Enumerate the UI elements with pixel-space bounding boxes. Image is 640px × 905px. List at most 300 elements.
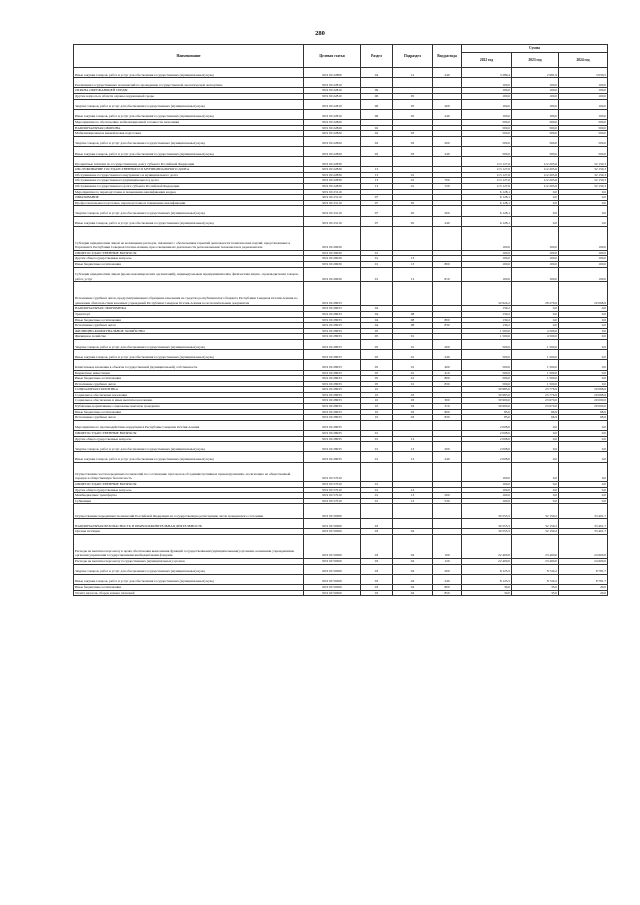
cell-expense-type: 240 xyxy=(433,452,462,462)
header-year-2022: 2022 год xyxy=(462,53,512,68)
cell-2023: 112 205,6 xyxy=(512,167,559,173)
cell-expense-type xyxy=(433,462,462,481)
cell-2024: 100,0 xyxy=(559,93,608,99)
cell-2022: 2 008,0 xyxy=(462,436,512,442)
cell-article: 99 9 00 28033 xyxy=(304,311,361,317)
cell-subsection: 01 xyxy=(393,184,433,190)
cell-2022: 500,0 xyxy=(462,370,512,376)
cell-2024: 33 401,7 xyxy=(559,504,608,519)
cell-name: Закупка товаров, работ и услуг для обеспечения государственных (муниципальных) нужд xyxy=(74,136,304,146)
cell-section: 05 xyxy=(361,381,393,387)
cell-2024: 100,0 xyxy=(559,99,608,109)
cell-2023: 100,0 xyxy=(512,93,559,99)
cell-article: 99 9 00 26930 xyxy=(304,226,361,250)
cell-subsection: 04 xyxy=(393,529,433,535)
cell-expense-type: 800 xyxy=(433,262,462,268)
cell-2023: 1 500,0 xyxy=(512,339,559,349)
cell-2023: 112 205,6 xyxy=(512,178,559,184)
cell-name: Капитальные вложения в объекты государственной (муниципальной) собственности xyxy=(74,360,304,370)
cell-article: 99 9 00 57010 xyxy=(304,498,361,504)
header-expense-type: Вид расхода xyxy=(433,45,462,68)
cell-name: Иные бюджетные ассигнования xyxy=(74,376,304,382)
cell-2024: 3 059,5 xyxy=(559,68,608,78)
cell-subsection xyxy=(393,504,433,519)
cell-2022: 30,0 xyxy=(462,590,512,596)
table-row xyxy=(74,216,608,226)
cell-section: 03 xyxy=(361,534,393,558)
cell-section xyxy=(361,226,393,250)
cell-2023: 0,0 xyxy=(512,195,559,201)
cell-name: Закупка товаров, работ и услуг для обеспечения государственных (муниципальных) нужд xyxy=(74,442,304,452)
cell-subsection: 05 xyxy=(393,99,433,109)
cell-article: 99 9 00 26930 xyxy=(304,267,361,282)
cell-2024: 500,0 xyxy=(559,125,608,131)
cell-2024: 0,0 xyxy=(559,431,608,437)
cell-2022: 30,0 xyxy=(462,584,512,590)
cell-2024: 500,0 xyxy=(559,136,608,146)
cell-subsection: 13 xyxy=(393,442,433,452)
cell-section xyxy=(361,504,393,519)
cell-article: 99 9 00 28033 xyxy=(304,306,361,312)
cell-name: Органы юстиции xyxy=(74,529,304,535)
cell-2024: 0,0 xyxy=(559,189,608,195)
cell-2022: 139,2 xyxy=(462,323,512,329)
cell-section: 01 xyxy=(361,256,393,262)
cell-name: Закупка товаров, работ и услуг для обеспечения государственных (муниципальных) нужд xyxy=(74,339,304,349)
cell-article: 99 9 00 59300 xyxy=(304,504,361,519)
cell-article: 99 9 00 22820 xyxy=(304,136,361,146)
cell-2024: 24 600,0 xyxy=(559,534,608,558)
cell-name: Исполнение судебных актов, предусматривающих обращение взыскания на средства республиканского бюджета Республики Северная Осетия-Алания по денежным обязательствам казенных учреждений Республики Северная Осетия-Алания по исполнительным документам xyxy=(74,282,304,306)
cell-2023: 0,0 xyxy=(512,206,559,216)
cell-section: 02 xyxy=(361,136,393,146)
cell-2022: 500,0 xyxy=(462,350,512,360)
cell-2022: 22 400,0 xyxy=(462,534,512,558)
cell-2023: 0,0 xyxy=(512,482,559,488)
cell-2023: 100,0 xyxy=(512,109,559,119)
cell-2023: 100,0 xyxy=(512,99,559,109)
cell-name: Осуществление части переданных полномочий по составлению протоколов об административных правонарушениях, посягающих на общественный порядок и общественную безопасность xyxy=(74,462,304,481)
cell-expense-type: 100 xyxy=(433,534,462,558)
cell-name: Обслуживание государственного внутреннего и муниципального долга xyxy=(74,172,304,178)
cell-expense-type: 400 xyxy=(433,360,462,370)
cell-subsection: 13 xyxy=(393,262,433,268)
cell-2022: 139,2 xyxy=(462,306,512,312)
cell-section: 10 xyxy=(361,387,393,393)
table-row xyxy=(74,68,608,78)
cell-section: 13 xyxy=(361,184,393,190)
cell-2022: 100,0 xyxy=(462,256,512,262)
cell-2023: 0,0 xyxy=(512,462,559,481)
cell-article: 99 9 00 59300 xyxy=(304,584,361,590)
cell-article: 99 9 00 57010 xyxy=(304,487,361,493)
cell-2024: 20 000,0 xyxy=(559,398,608,404)
header-name: Наименование xyxy=(74,45,304,68)
cell-2022: 30 900,0 xyxy=(462,404,512,410)
header-section: Раздел xyxy=(361,45,393,68)
cell-2022: 6 128,1 xyxy=(462,206,512,216)
cell-2023: 0,0 xyxy=(512,452,559,462)
cell-article: 99 9 00 23110 xyxy=(304,189,361,195)
cell-section: 10 xyxy=(361,392,393,398)
cell-2023: 0,0 xyxy=(512,498,559,504)
cell-section: 01 xyxy=(361,442,393,452)
cell-2024: 0,0 xyxy=(559,462,608,481)
cell-2022: 100,0 xyxy=(462,482,512,488)
cell-2024: 0,0 xyxy=(559,334,608,340)
cell-name: Расходы на выплаты персоналу в целях обеспечения выполнения функций государственными (муниципальными) органами, казенными учреждениями, органами управления государственными внебюджетными фондами xyxy=(74,534,304,558)
cell-expense-type: 240 xyxy=(433,574,462,584)
cell-section: 03 xyxy=(361,574,393,584)
cell-2024: 32 159,3 xyxy=(559,178,608,184)
cell-article: 99 9 00 28033 xyxy=(304,387,361,393)
cell-section: 05 xyxy=(361,350,393,360)
table-row xyxy=(74,109,608,119)
cell-2022: 100,0 xyxy=(462,88,512,94)
cell-expense-type: 830 xyxy=(433,381,462,387)
cell-2024: 33 401,7 xyxy=(559,529,608,535)
cell-name: Иные закупки товаров, работ и услуг для обеспечения государственных (муниципальных) нужд xyxy=(74,350,304,360)
cell-2022: 30 985,0 xyxy=(462,387,512,393)
cell-name: Иные закупки товаров, работ и услуг для обеспечения государственных (муниципальных) нужд xyxy=(74,146,304,156)
cell-2023: 23 400,0 xyxy=(512,558,559,564)
cell-expense-type: 120 xyxy=(433,558,462,564)
cell-2022: 500,0 xyxy=(462,146,512,156)
cell-2024: 100,0 xyxy=(559,226,608,250)
cell-section: 03 xyxy=(361,529,393,535)
cell-2024: 0,0 xyxy=(559,216,608,226)
cell-section: 13 xyxy=(361,167,393,173)
cell-2023: 23 400,0 xyxy=(512,534,559,558)
table-row xyxy=(74,157,608,167)
cell-section: 02 xyxy=(361,125,393,131)
cell-2024: 0,0 xyxy=(559,306,608,312)
cell-2024: 100,0 xyxy=(559,250,608,256)
cell-2024: 100,0 xyxy=(559,267,608,282)
cell-subsection: 01 xyxy=(393,360,433,370)
cell-expense-type: 800 xyxy=(433,409,462,415)
cell-article: 99 9 00 59300 xyxy=(304,574,361,584)
cell-name: ОБЩЕГОСУДАРСТВЕННЫЕ ВОПРОСЫ xyxy=(74,482,304,488)
cell-name: ОБСЛУЖИВАНИЕ ГОСУДАРСТВЕННОГО И МУНИЦИПАЛЬНОГО ДОЛГА xyxy=(74,167,304,173)
cell-section: 03 xyxy=(361,584,393,590)
cell-section: 01 xyxy=(361,493,393,499)
cell-subsection: 03 xyxy=(393,398,433,404)
cell-2022: 500,0 xyxy=(462,360,512,370)
cell-2023: 0,0 xyxy=(512,431,559,437)
cell-expense-type xyxy=(433,504,462,519)
cell-2024: 0,0 xyxy=(559,328,608,334)
cell-section: 01 xyxy=(361,262,393,268)
cell-article: 99 9 00 59300 xyxy=(304,519,361,529)
cell-section: 10 xyxy=(361,398,393,404)
cell-2024: 0,0 xyxy=(559,493,608,499)
cell-2024: 0,0 xyxy=(559,498,608,504)
cell-2024: 500,0 xyxy=(559,131,608,137)
table-row xyxy=(74,350,608,360)
cell-section: 05 xyxy=(361,339,393,349)
cell-article: 99 9 00 22830 xyxy=(304,167,361,173)
cell-article: 99 9 00 28035 xyxy=(304,452,361,462)
cell-2022: 500,0 xyxy=(462,376,512,382)
cell-article: 99 9 00 28033 xyxy=(304,328,361,334)
cell-2022: 2 008,0 xyxy=(462,452,512,462)
cell-article: 99 9 00 59300 xyxy=(304,590,361,596)
cell-name: Субсидии юридическим лицам (кроме некоммерческих организаций), индивидуальным предпринимателям, физическим лицам - производителям товаров, работ, услуг xyxy=(74,267,304,282)
cell-subsection: 01 xyxy=(393,178,433,184)
cell-2022: 30 555,5 xyxy=(462,504,512,519)
cell-article: 99 9 00 28033 xyxy=(304,339,361,349)
cell-2024: 32 159,3 xyxy=(559,184,608,190)
cell-2022: 85,0 xyxy=(462,409,512,415)
cell-article: 99 9 00 57010 xyxy=(304,462,361,481)
cell-article: 99 9 00 23110 xyxy=(304,195,361,201)
cell-2022: 100,0 xyxy=(462,462,512,481)
cell-section: 05 xyxy=(361,376,393,382)
cell-article: 99 9 00 28033 xyxy=(304,376,361,382)
header-year-2023: 2023 год xyxy=(512,53,559,68)
cell-2023: 500,0 xyxy=(512,146,559,156)
cell-2023: 100,0 xyxy=(512,256,559,262)
cell-article: 99 9 00 28033 xyxy=(304,415,361,421)
cell-2022: 1 500,0 xyxy=(462,334,512,340)
table-row xyxy=(74,574,608,584)
cell-section: 06 xyxy=(361,109,393,119)
cell-subsection: 04 xyxy=(393,584,433,590)
cell-name: Расходы на выплаты персоналу государственных (муниципальных) органов xyxy=(74,558,304,564)
cell-2023: 0,0 xyxy=(512,493,559,499)
cell-article: 99 9 00 28033 xyxy=(304,381,361,387)
cell-2024: 0,0 xyxy=(559,420,608,430)
cell-2022: 500,0 xyxy=(462,339,512,349)
cell-section: 10 xyxy=(361,409,393,415)
cell-name: Иные закупки товаров, работ и услуг для обеспечения государственных (муниципальных) нужд xyxy=(74,68,304,78)
cell-expense-type: 720 xyxy=(433,184,462,190)
cell-name: Субсидии юридическим лицам на возмещение расходов, связанных с обеспечением гарантий деятельности политических партий, представленных в Парламенте Республики Северная Осетия-Алания, при освещении их деятельности региональными телеканалом и радиоканалом xyxy=(74,226,304,250)
cell-subsection xyxy=(393,420,433,430)
cell-name: СОЦИАЛЬНАЯ ПОЛИТИКА xyxy=(74,387,304,393)
cell-2024: 100,0 xyxy=(559,78,608,88)
cell-2024: 0,0 xyxy=(559,482,608,488)
cell-2022: 6 128,1 xyxy=(462,189,512,195)
cell-2024: 0,0 xyxy=(559,436,608,442)
cell-section xyxy=(361,420,393,430)
cell-article: 99 9 00 28033 xyxy=(304,370,361,376)
table-row xyxy=(74,282,608,306)
cell-article: 99 9 00 28033 xyxy=(304,409,361,415)
cell-2024: 68,6 xyxy=(559,415,608,421)
cell-section: 04 xyxy=(361,306,393,312)
cell-subsection: 01 xyxy=(393,339,433,349)
cell-subsection: 03 xyxy=(393,131,433,137)
cell-2022: 100,0 xyxy=(462,109,512,119)
cell-section: 07 xyxy=(361,206,393,216)
cell-section: 06 xyxy=(361,88,393,94)
cell-subsection: 05 xyxy=(393,206,433,216)
cell-subsection: 13 xyxy=(393,452,433,462)
cell-name: Жилищное хозяйство xyxy=(74,334,304,340)
cell-expense-type: 300 xyxy=(433,398,462,404)
table-row xyxy=(74,206,608,216)
table-row xyxy=(74,136,608,146)
cell-section: 13 xyxy=(361,178,393,184)
cell-subsection: 08 xyxy=(393,323,433,329)
cell-2022: 2 008,0 xyxy=(462,431,512,437)
cell-name: Закупка товаров, работ и услуг для обеспечения государственных (муниципальных) нужд xyxy=(74,564,304,574)
cell-name: НАЦИОНАЛЬНАЯ ЭКОНОМИКА xyxy=(74,306,304,312)
table-row xyxy=(74,519,608,529)
cell-2022: 30 900,0 xyxy=(462,398,512,404)
cell-article: 99 9 00 22830 xyxy=(304,157,361,167)
cell-section: 01 xyxy=(361,482,393,488)
cell-2024: 20,0 xyxy=(559,584,608,590)
cell-expense-type: 240 xyxy=(433,216,462,226)
cell-name: Обслуживание государственного долга субъекта Российской Федерации xyxy=(74,184,304,190)
cell-2023: 0,0 xyxy=(512,442,559,452)
cell-2022: 6 128,1 xyxy=(462,195,512,201)
cell-section: 04 xyxy=(361,68,393,78)
cell-2024: 0,0 xyxy=(559,381,608,387)
cell-section: 05 xyxy=(361,360,393,370)
cell-2022: 2 008,0 xyxy=(462,420,512,430)
cell-2024: 500,0 xyxy=(559,146,608,156)
cell-article: 99 9 00 28035 xyxy=(304,420,361,430)
cell-expense-type: 500 xyxy=(433,493,462,499)
cell-article: 99 9 00 22810 xyxy=(304,93,361,99)
table-row xyxy=(74,99,608,109)
table-row xyxy=(74,462,608,481)
cell-section: 01 xyxy=(361,452,393,462)
header-article: Целевая статья xyxy=(304,45,361,68)
cell-subsection: 03 xyxy=(393,136,433,146)
cell-article: 99 9 00 28033 xyxy=(304,282,361,306)
cell-subsection: 04 xyxy=(393,558,433,564)
table-row xyxy=(74,146,608,156)
cell-expense-type: 410 xyxy=(433,370,462,376)
cell-2024: 0,0 xyxy=(559,317,608,323)
cell-article: 99 9 00 23110 xyxy=(304,216,361,226)
cell-article: 99 9 00 22820 xyxy=(304,125,361,131)
cell-section: 02 xyxy=(361,146,393,156)
table-row xyxy=(74,339,608,349)
cell-2023: 0,0 xyxy=(512,317,559,323)
cell-section: 06 xyxy=(361,93,393,99)
cell-article: 99 9 00 28035 xyxy=(304,431,361,437)
cell-2022: 32 624,2 xyxy=(462,282,512,306)
cell-2024: 32 159,3 xyxy=(559,172,608,178)
cell-section: 03 xyxy=(361,519,393,529)
cell-2024: 100,0 xyxy=(559,109,608,119)
cell-2023: 23 776,9 xyxy=(512,392,559,398)
cell-article: 99 9 00 22830 xyxy=(304,184,361,190)
cell-2022: 30 985,0 xyxy=(462,392,512,398)
cell-subsection: 03 xyxy=(393,409,433,415)
cell-2022: 100,0 xyxy=(462,250,512,256)
cell-2023: 1 500,0 xyxy=(512,381,559,387)
table-row xyxy=(74,360,608,370)
cell-2024: 24 600,0 xyxy=(559,558,608,564)
cell-name: ОБРАЗОВАНИЕ xyxy=(74,195,304,201)
cell-name: Мобилизационная и вневойсковая подготовка xyxy=(74,131,304,137)
cell-name: Иные бюджетные ассигнования xyxy=(74,262,304,268)
cell-subsection: 04 xyxy=(393,564,433,574)
cell-expense-type: 240 xyxy=(433,68,462,78)
cell-expense-type: 830 xyxy=(433,323,462,329)
cell-name: Бюджетные инвестиции xyxy=(74,370,304,376)
cell-subsection: 03 xyxy=(393,404,433,410)
cell-2022: 6 128,1 xyxy=(462,200,512,206)
cell-subsection: 05 xyxy=(393,93,433,99)
cell-section: 06 xyxy=(361,99,393,109)
cell-2022: 100,0 xyxy=(462,93,512,99)
cell-article: 99 9 00 23110 xyxy=(304,200,361,206)
cell-2024: 0,0 xyxy=(559,452,608,462)
cell-subsection xyxy=(393,282,433,306)
page-number: 280 xyxy=(315,30,325,37)
table-row xyxy=(74,452,608,462)
cell-expense-type xyxy=(433,519,462,529)
table-row xyxy=(74,226,608,250)
cell-name: Публичные нормативные социальные выплаты гражданам xyxy=(74,404,304,410)
cell-expense-type: 800 xyxy=(433,317,462,323)
cell-2023: 100,0 xyxy=(512,262,559,268)
cell-2024: 8 781,7 xyxy=(559,574,608,584)
cell-expense-type: 700 xyxy=(433,178,462,184)
cell-2024: 0,0 xyxy=(559,350,608,360)
cell-article: 99 9 00 59300 xyxy=(304,534,361,558)
cell-2024: 100,0 xyxy=(559,88,608,94)
cell-subsection: 13 xyxy=(393,267,433,282)
cell-name: ОБЩЕГОСУДАРСТВЕННЫЕ ВОПРОСЫ xyxy=(74,250,304,256)
cell-name: Другие общегосударственные вопросы xyxy=(74,487,304,493)
cell-2023: 4 500,0 xyxy=(512,334,559,340)
cell-2022: 500,0 xyxy=(462,381,512,387)
cell-expense-type: 850 xyxy=(433,590,462,596)
cell-subsection xyxy=(393,519,433,529)
cell-section: 01 xyxy=(361,267,393,282)
cell-article: 99 9 00 59300 xyxy=(304,564,361,574)
cell-2023: 500,0 xyxy=(512,125,559,131)
cell-subsection: 03 xyxy=(393,146,433,156)
cell-2023: 0,0 xyxy=(512,306,559,312)
cell-2023: 500,0 xyxy=(512,119,559,125)
cell-2023: 0,0 xyxy=(512,200,559,206)
header-subsection: Подраздел xyxy=(393,45,433,68)
cell-article: 99 9 00 28033 xyxy=(304,392,361,398)
cell-expense-type xyxy=(433,282,462,306)
cell-article: 99 9 00 28033 xyxy=(304,404,361,410)
cell-expense-type: 200 xyxy=(433,564,462,574)
cell-2023: 1 500,0 xyxy=(512,370,559,376)
cell-2023: 1 500,0 xyxy=(512,376,559,382)
cell-2022: 100,0 xyxy=(462,487,512,493)
cell-2024: 0,0 xyxy=(559,339,608,349)
cell-expense-type: 830 xyxy=(433,415,462,421)
cell-subsection: 13 xyxy=(393,487,433,493)
cell-2023: 112 205,6 xyxy=(512,184,559,190)
cell-name: Реализация государственных полномочий по проведению государственной экологической экспертизы xyxy=(74,78,304,88)
cell-2022: 100,0 xyxy=(462,262,512,268)
header-year-2024: 2024 год xyxy=(559,53,608,68)
cell-article: 99 9 00 59300 xyxy=(304,529,361,535)
cell-article: 99 9 00 28033 xyxy=(304,317,361,323)
cell-subsection: 01 xyxy=(393,376,433,382)
cell-expense-type xyxy=(433,226,462,250)
cell-name: Мероприятия по переподготовке и повышению квалификации кадров xyxy=(74,189,304,195)
cell-article: 99 9 00 28035 xyxy=(304,436,361,442)
cell-2024: 20 000,0 xyxy=(559,404,608,410)
cell-2022: 100,0 xyxy=(462,498,512,504)
